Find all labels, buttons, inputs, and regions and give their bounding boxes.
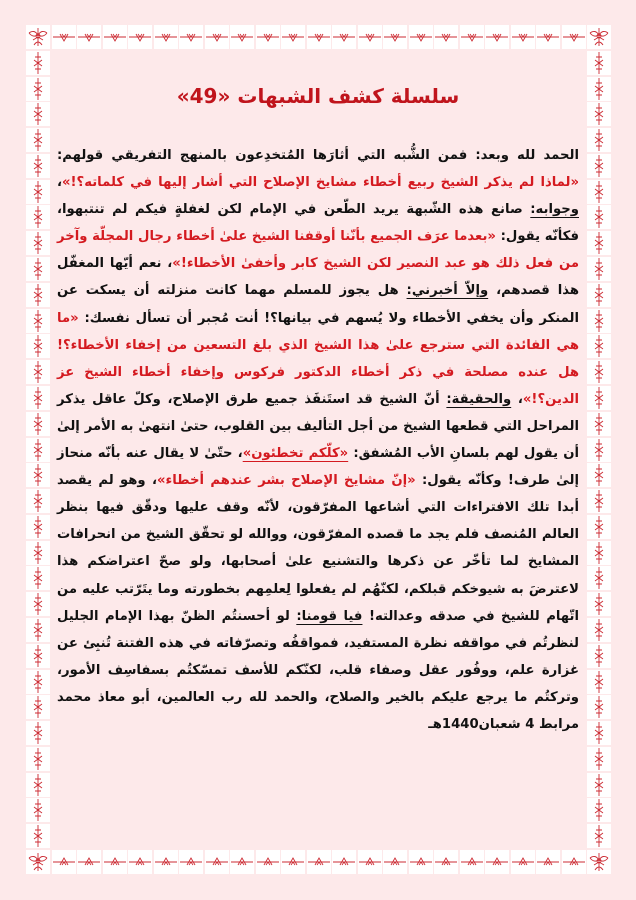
arrow-ornament-icon <box>230 850 254 874</box>
arrow-ornament-icon <box>409 25 433 49</box>
arrow-ornament-icon <box>587 489 611 513</box>
flower-ornament-icon <box>26 25 50 49</box>
arrow-ornament-icon <box>587 51 611 75</box>
arrow-ornament-icon <box>587 541 611 565</box>
arrow-ornament-icon <box>307 25 331 49</box>
arrow-ornament-icon <box>26 360 50 384</box>
arrow-ornament-icon <box>26 644 50 668</box>
arrow-ornament-icon <box>511 25 535 49</box>
arrow-ornament-icon <box>77 850 101 874</box>
arrow-ornament-icon <box>383 25 407 49</box>
arrow-ornament-icon <box>587 412 611 436</box>
arrow-ornament-icon <box>587 205 611 229</box>
arrow-ornament-icon <box>587 309 611 333</box>
arrow-ornament-icon <box>26 541 50 565</box>
arrow-ornament-icon <box>26 412 50 436</box>
arrow-ornament-icon <box>460 850 484 874</box>
arrow-ornament-icon <box>230 25 254 49</box>
arrow-ornament-icon <box>587 644 611 668</box>
arrow-ornament-icon <box>587 695 611 719</box>
arrow-ornament-icon <box>52 25 76 49</box>
arrow-ornament-icon <box>103 850 127 874</box>
arrow-ornament-icon <box>26 515 50 539</box>
arrow-ornament-icon <box>205 850 229 874</box>
arrow-ornament-icon <box>536 850 560 874</box>
body-text-segment: الحمد لله وبعد: فمن الشُّبه التي أثارَها المُتخدِعون بالمنهج التفريقي قولهم: <box>57 148 579 163</box>
arrow-ornament-icon <box>52 850 76 874</box>
arrow-ornament-icon <box>103 25 127 49</box>
arrow-ornament-icon <box>26 566 50 590</box>
arrow-ornament-icon <box>434 850 458 874</box>
arrow-ornament-icon <box>332 850 356 874</box>
arrow-ornament-icon <box>587 283 611 307</box>
arrow-ornament-icon <box>485 850 509 874</box>
arrow-ornament-icon <box>154 850 178 874</box>
arrow-ornament-icon <box>587 360 611 384</box>
arrow-ornament-icon <box>587 128 611 152</box>
arrow-ornament-icon <box>26 309 50 333</box>
arrow-ornament-icon <box>26 798 50 822</box>
body-text-segment: ، نعم أيّها المغفّل هذا قصدهم، <box>57 256 579 299</box>
arrow-ornament-icon <box>26 747 50 771</box>
arrow-ornament-icon <box>26 205 50 229</box>
arrow-ornament-icon <box>587 463 611 487</box>
arrow-ornament-icon <box>128 850 152 874</box>
arrow-ornament-icon <box>26 618 50 642</box>
arrow-ornament-icon <box>26 438 50 462</box>
body-text-segment: أنّ الشيخ قد استَنفَذ جميع طرق الإصلاح، وكلّ عاقل يذكر المراحل التي قطعها الشيخ من أجل التأليف بين القلوب، حتىٰ انتهىٰ به الأمر إلىٰ أن يقول لهم بلسانِ الأب المُشفق: <box>57 391 580 462</box>
arrow-ornament-icon <box>358 850 382 874</box>
arrow-ornament-icon <box>587 334 611 358</box>
body-text-segment: صانع هذه الشّبهة يريد الطّعن في الإمام لكن لغفلةٍ فيكم لم تنتبهوا، فكأنّه يقول: <box>57 202 579 245</box>
arrow-ornament-icon <box>383 850 407 874</box>
quoted-text: «إنّ مشايخ الإصلاح بشر عندهم أخطاء» <box>156 473 416 489</box>
arrow-ornament-icon <box>26 231 50 255</box>
body-text-segment: لو أحسنتُم الظنّ بهذا الإمام الجليل لنظرتُم في مواقفه نظرة المستفيد، فمواقفُه وتصرّفاته في هذه الفتنة تُنبِئ عن غزارة علم، ووفُور عقل وصفاء قلب، لكنّكم للأسف تمسّكتُم بسفاسِف الأمور، وتركتُم ما يرجع عليكم بالخير والصلاح، والحمد لله رب العالمين، أبو معاذ محمد مرابط 4 شعبان1440هـ <box>57 608 579 732</box>
arrow-ornament-icon <box>587 592 611 616</box>
arrow-ornament-icon <box>587 747 611 771</box>
arrow-ornament-icon <box>587 515 611 539</box>
arrow-ornament-icon <box>587 670 611 694</box>
arrow-ornament-icon <box>434 25 458 49</box>
arrow-ornament-icon <box>26 128 50 152</box>
arrow-ornament-icon <box>587 824 611 848</box>
article-body <box>57 142 579 738</box>
arrow-ornament-icon <box>26 283 50 307</box>
arrow-ornament-icon <box>26 489 50 513</box>
arrow-ornament-icon <box>128 25 152 49</box>
arrow-ornament-icon <box>205 25 229 49</box>
flower-ornament-icon <box>587 850 611 874</box>
quoted-text: «لماذا لم يذكر الشيخ ربيع أخطاء مشايخ الإصلاح التي أشار إليها في كلماته؟!» <box>62 175 579 191</box>
underlined-keyword: وجوابه: <box>530 202 579 218</box>
quoted-text: «بعدما عرَف الجميع بأنّنا أوقفنا الشيخ علىٰ أخطاء رجال المجلّة وآخر من فعل ذلك هو عبد النصير لكن الشيخ كابر وأخفىٰ الأخطاء!» <box>57 229 580 272</box>
arrow-ornament-icon <box>179 850 203 874</box>
arrow-ornament-icon <box>154 25 178 49</box>
arrow-ornament-icon <box>587 798 611 822</box>
arrow-ornament-icon <box>26 257 50 281</box>
arrow-ornament-icon <box>281 25 305 49</box>
arrow-ornament-icon <box>587 257 611 281</box>
arrow-ornament-icon <box>587 231 611 255</box>
underlined-keyword: وإلاّ أخبرني: <box>406 283 489 299</box>
arrow-ornament-icon <box>26 154 50 178</box>
arrow-ornament-icon <box>26 592 50 616</box>
arrow-ornament-icon <box>26 334 50 358</box>
arrow-ornament-icon <box>26 386 50 410</box>
arrow-ornament-icon <box>409 850 433 874</box>
arrow-ornament-icon <box>562 25 586 49</box>
arrow-ornament-icon <box>307 850 331 874</box>
flower-ornament-icon <box>587 25 611 49</box>
body-text-segment: ، <box>57 175 63 191</box>
body-text-segment: ، حتّىٰ لا يقال عنه بأنّه منحاز إلىٰ طرف! وكأنّه يقول: <box>57 446 579 489</box>
body-text-segment: ، وهو لم يقصد أبدا تلك الافتراءات التي أشاعها المفرّقون، لأنّه وقف عليها ودقّق فيها بنظر العالم المُنصف فلم يجد ما قصده المفرّقون، ووالله لو تحقّق الشيخ من انحرافات المشايخ لما تأخّر عن ذكرها والتشنيع علىٰ أصحابها، ولو صحّ اعتراضكم هذا لاعترضَ به شيوخكم قبلكم، لكنّهُم لم يفعلوا لِعلمِهم بخطورته وما يتَرّتب عليه من اتّهام للشيخ في صدقه وعدالته! <box>57 473 579 624</box>
page-title: سلسلة كشف الشبهات «49» <box>176 84 460 108</box>
arrow-ornament-icon <box>587 180 611 204</box>
arrow-ornament-icon <box>26 721 50 745</box>
arrow-ornament-icon <box>536 25 560 49</box>
arrow-ornament-icon <box>587 566 611 590</box>
arrow-ornament-icon <box>26 180 50 204</box>
arrow-ornament-icon <box>587 618 611 642</box>
arrow-ornament-icon <box>281 850 305 874</box>
arrow-ornament-icon <box>26 824 50 848</box>
arrow-ornament-icon <box>26 670 50 694</box>
arrow-ornament-icon <box>587 386 611 410</box>
arrow-ornament-icon <box>587 154 611 178</box>
quoted-text: «ما هي الفائدة التي سترجع علىٰ هذا الشيخ الذي بلغ التسعين من إخفاء الأخطاء؟! هل عنده مصلحة في ذكر أخطاء الدكتور فركوس وإخفاء أخطاء الشيخ عز الدين؟!» <box>57 310 579 407</box>
underlined-keyword: والحقيقة: <box>446 391 512 407</box>
flower-ornament-icon <box>26 850 50 874</box>
arrow-ornament-icon <box>587 721 611 745</box>
arrow-ornament-icon <box>587 438 611 462</box>
arrow-ornament-icon <box>511 850 535 874</box>
body-text-segment: هل يجوز للمسلم مهما كانت منزلته أن يسكت عن المنكر وأن يخفي الأخطاء ولا يُسهم في بيانها؟! أنت مُجبر أن تسأل نفسك: <box>57 283 579 326</box>
arrow-ornament-icon <box>256 25 280 49</box>
arrow-ornament-icon <box>358 25 382 49</box>
arrow-ornament-icon <box>77 25 101 49</box>
arrow-ornament-icon <box>485 25 509 49</box>
quoted-text: «كلّكم تخطئون» <box>242 446 349 462</box>
arrow-ornament-icon <box>460 25 484 49</box>
arrow-ornament-icon <box>26 463 50 487</box>
arrow-ornament-icon <box>179 25 203 49</box>
arrow-ornament-icon <box>332 25 356 49</box>
arrow-ornament-icon <box>587 773 611 797</box>
arrow-ornament-icon <box>562 850 586 874</box>
underlined-keyword: فيا قومنا: <box>296 608 363 624</box>
arrow-ornament-icon <box>26 51 50 75</box>
arrow-ornament-icon <box>26 695 50 719</box>
arrow-ornament-icon <box>26 773 50 797</box>
arrow-ornament-icon <box>256 850 280 874</box>
body-text-segment: ، <box>511 391 523 407</box>
